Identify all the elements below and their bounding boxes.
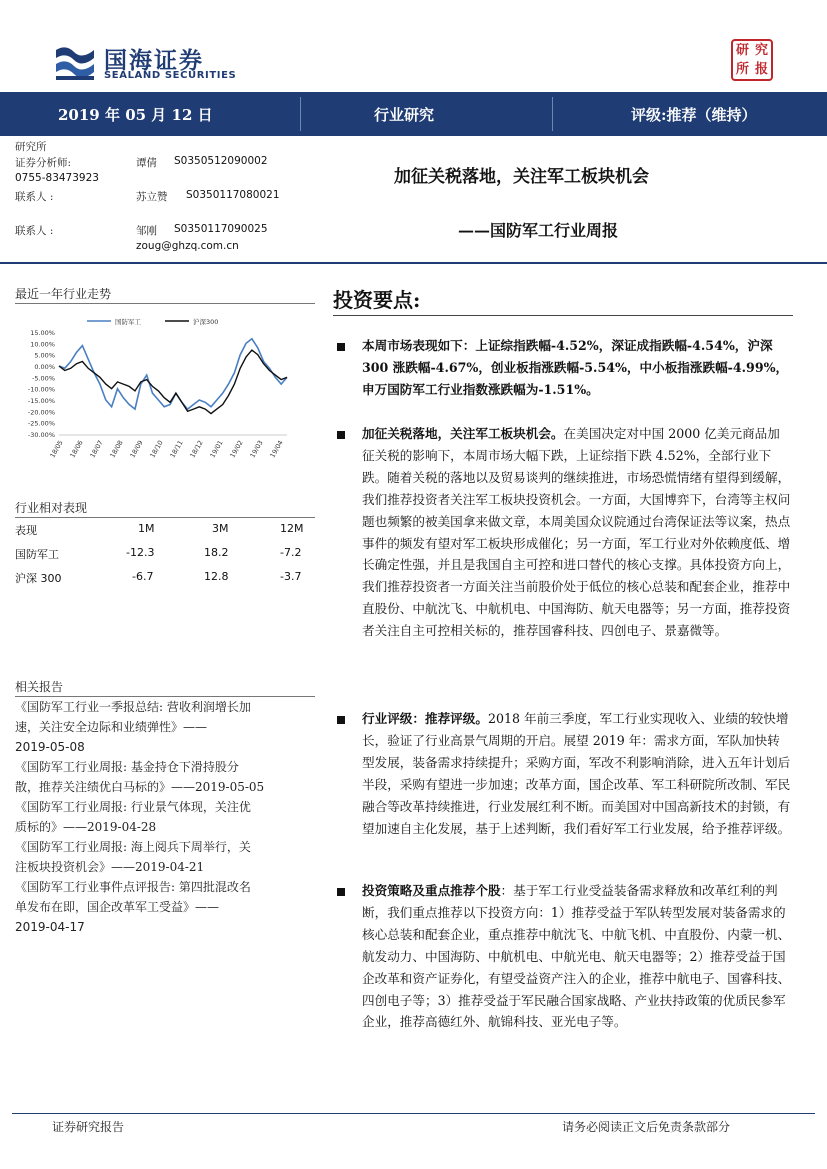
y-tick-label: -5.00% bbox=[32, 374, 55, 383]
report-subtitle: ——国防军工行业周报 bbox=[458, 221, 619, 240]
series-line-hs300 bbox=[59, 350, 287, 414]
perf-row-name: 沪深 300 bbox=[15, 572, 62, 585]
related-line[interactable]: 《国防军工行业周报: 行业景气体现，关注优 bbox=[15, 800, 251, 814]
x-tick-label: 18/07 bbox=[88, 439, 105, 460]
related-line[interactable]: 《国防军工行业一季报总结: 营收利润增长加 bbox=[15, 700, 251, 714]
related-line[interactable]: 质标的》——2019-04-28 bbox=[15, 820, 157, 834]
x-tick-label: 18/09 bbox=[128, 439, 145, 460]
related-reports-list bbox=[15, 697, 315, 937]
y-tick-label: 15.00% bbox=[30, 329, 55, 337]
report-type: 行业研究 bbox=[374, 106, 435, 124]
footer-right: 请务必阅读正文后免责条款部分 bbox=[562, 1120, 731, 1134]
bullet-square-icon bbox=[337, 431, 345, 439]
contact-id: S0350117080021 bbox=[186, 189, 280, 201]
perf-header-3m: 3M bbox=[212, 522, 229, 535]
perf-row-12m: -3.7 bbox=[280, 570, 302, 583]
y-tick-label: -30.00% bbox=[27, 431, 55, 439]
invest-heading: 投资要点: bbox=[333, 288, 421, 312]
related-line[interactable]: 《国防军工行业周报: 基金持仓下滑持股分 bbox=[15, 760, 239, 774]
x-tick-label: 18/10 bbox=[148, 439, 165, 460]
invest-point-2: 加征关税落地，关注军工板块机会。在美国决定对中国 2000 亿美元商品加征关税的影响下，本周市场大幅下跌，上证综指下跌 4.52%，全部行业下跌。随着关税的落地以及贸易谈判的继续推进，市场恐慌情绪有望得到缓解，我们推荐投资者关注军工板块投资机会。一方面，大国博弈下，台湾等主权问题也频繁的被美国拿来做文章，本周美国众议院通过台湾保证法等议案，热点事件的频发有望对军工板块形成催化；另一方面，军工行业对外依赖度低、增长确定性强，并且是我国自主可控和进口替代的核心支撑。具体投资方向上，我们推荐投资者一方面关注当前股价处于低位的核心总装和配套企业，推荐中直股份、中航沈飞、中航机电、中国海防、航天电器等；另一方面，推荐投资者关注自主可控相关标的，推荐国睿科技、四创电子、景嘉微等。 bbox=[362, 426, 791, 639]
y-tick-label: -25.00% bbox=[27, 419, 55, 428]
bullet-square-icon bbox=[337, 343, 345, 351]
contact-email[interactable]: zoug@ghzq.com.cn bbox=[136, 240, 239, 252]
section-divider bbox=[0, 262, 827, 264]
legend-label: 沪深300 bbox=[193, 318, 219, 326]
invest-point-1: 本周市场表现如下：上证综指跌幅-4.52%，深证成指跌幅-4.54%，沪深 300 涨跌幅-4.67%，创业板指涨跌幅-5.54%，中小板指涨跌幅-4.99%，申万国防军工行业指数涨跌幅为-1.51%。 bbox=[362, 338, 789, 397]
x-tick-label: 19/04 bbox=[268, 439, 285, 460]
x-tick-label: 18/11 bbox=[168, 439, 185, 460]
x-tick-label: 18/06 bbox=[68, 439, 85, 460]
seal-char: 究 bbox=[754, 43, 768, 58]
y-tick-label: -10.00% bbox=[27, 385, 55, 394]
y-tick-label: 10.00% bbox=[30, 340, 55, 349]
x-tick-label: 18/05 bbox=[48, 439, 65, 460]
y-tick-label: 5.00% bbox=[34, 351, 55, 360]
related-line[interactable]: 注板块投资机会》——2019-04-21 bbox=[15, 860, 205, 874]
perf-row-name: 国防军工 bbox=[15, 548, 59, 561]
perf-row-1m: -12.3 bbox=[126, 546, 155, 559]
y-tick-label: -20.00% bbox=[27, 408, 55, 417]
performance-title: 行业相对表现 bbox=[15, 501, 88, 515]
analyst-name: 谭倩 bbox=[136, 157, 157, 169]
footer-left: 证券研究报告 bbox=[52, 1120, 125, 1134]
analyst-phone: 0755-83473923 bbox=[15, 172, 99, 184]
x-tick-label: 19/01 bbox=[208, 439, 225, 460]
related-line[interactable]: 《国防军工行业事件点评报告: 第四批混改名 bbox=[15, 880, 251, 894]
perf-header-label: 表现 bbox=[15, 524, 37, 537]
contact-name: 苏立赞 bbox=[136, 191, 168, 203]
report-date: 2019 年 05 月 12 日 bbox=[58, 106, 213, 124]
band-divider bbox=[552, 97, 553, 131]
rule bbox=[15, 517, 315, 518]
seal-char: 所 bbox=[735, 62, 749, 77]
perf-row-12m: -7.2 bbox=[280, 546, 302, 559]
seal-char: 研 bbox=[735, 43, 749, 58]
seal-char: 报 bbox=[754, 62, 768, 77]
logo-mark-icon bbox=[52, 44, 98, 84]
y-tick-label: 0.00% bbox=[34, 363, 55, 371]
rule bbox=[15, 303, 315, 304]
related-line[interactable]: 《国防军工行业周报: 海上阅兵下周举行，关 bbox=[15, 840, 251, 854]
footer-rule bbox=[12, 1113, 815, 1114]
contact-id: S0350117090025 bbox=[174, 223, 268, 235]
logo-english: SEALAND SECURITIES bbox=[104, 70, 237, 81]
related-title: 相关报告 bbox=[15, 680, 64, 694]
report-title: 加征关税落地，关注军工板块机会 bbox=[394, 167, 649, 187]
research-seal-icon bbox=[731, 39, 773, 81]
contact-role: 联系人 : bbox=[15, 191, 54, 203]
x-tick-label: 19/03 bbox=[248, 439, 265, 460]
band-divider bbox=[300, 97, 301, 131]
logo-chinese: 国海证券 bbox=[104, 48, 204, 74]
analyst-id: S0350512090002 bbox=[174, 155, 268, 167]
rating: 评级:推荐（维持） bbox=[631, 106, 757, 124]
bullet-square-icon bbox=[337, 888, 345, 896]
perf-header-12m: 12M bbox=[280, 522, 304, 535]
institute-label: 研究所 bbox=[15, 141, 47, 153]
perf-row-3m: 18.2 bbox=[204, 546, 229, 559]
related-line[interactable]: 2019-04-17 bbox=[15, 920, 85, 934]
x-tick-label: 19/02 bbox=[228, 439, 245, 460]
y-tick-label: -15.00% bbox=[27, 397, 55, 405]
rule bbox=[333, 315, 793, 316]
perf-row-1m: -6.7 bbox=[132, 570, 154, 583]
perf-header-1m: 1M bbox=[138, 522, 155, 535]
analyst-role: 证券分析师: bbox=[15, 157, 72, 169]
related-line[interactable]: 单发布在即，国企改革军工受益》—— bbox=[15, 900, 220, 914]
related-line[interactable]: 速，关注安全边际和业绩弹性》—— bbox=[15, 720, 208, 734]
bullet-square-icon bbox=[337, 716, 345, 724]
invest-point-3: 行业评级：推荐评级。2018 年前三季度，军工行业实现收入、业绩的较快增长，验证了行业高景气周期的开启。展望 2019 年：需求方面，军队加快转型发展，装备需求持续提升；采购方面，军改不利影响消除，进入五年计划后半段，采购有望进一步加速；改革方面，国企改革、军工科研院所改制、军民融合等改革持续推进，行业发展红利不断。而美国对中国高新技术的封锁，有望加速自主化发展，基于上述判断，我们看好军工行业发展，给予推荐评级。 bbox=[362, 711, 791, 836]
invest-point-4: 投资策略及重点推荐个股：基于军工行业受益装备需求释放和改革红利的判断，我们重点推荐以下投资方向：1）推荐受益于军队转型发展对装备需求的核心总装和配套企业，重点推荐中航沈飞、中航飞机、中直股份、内蒙一机、航发动力、中国海防、中航机电、中航光电、航天电器等；2）推荐受益于国企改革和资产证券化，有望受益资产注入的企业，推荐中航电子、国睿科技、四创电子等；3）推荐受益于军民融合国家战略、产业扶持政策的优质民参军企业，推荐高德红外、航锦科技、亚光电子等。 bbox=[362, 883, 791, 1030]
related-line[interactable]: 2019-05-08 bbox=[15, 740, 85, 754]
x-tick-label: 18/12 bbox=[188, 439, 205, 460]
legend-label: 国防军工 bbox=[115, 318, 141, 326]
perf-row-3m: 12.8 bbox=[204, 570, 229, 583]
contact-name: 邹刚 bbox=[136, 225, 157, 237]
x-tick-label: 18/08 bbox=[108, 439, 125, 460]
chart-title: 最近一年行业走势 bbox=[15, 287, 112, 301]
related-line[interactable]: 散，推荐关注绩优白马标的》——2019-05-05 bbox=[15, 780, 265, 794]
industry-trend-chart bbox=[15, 312, 305, 482]
contact-role: 联系人 : bbox=[15, 225, 54, 237]
